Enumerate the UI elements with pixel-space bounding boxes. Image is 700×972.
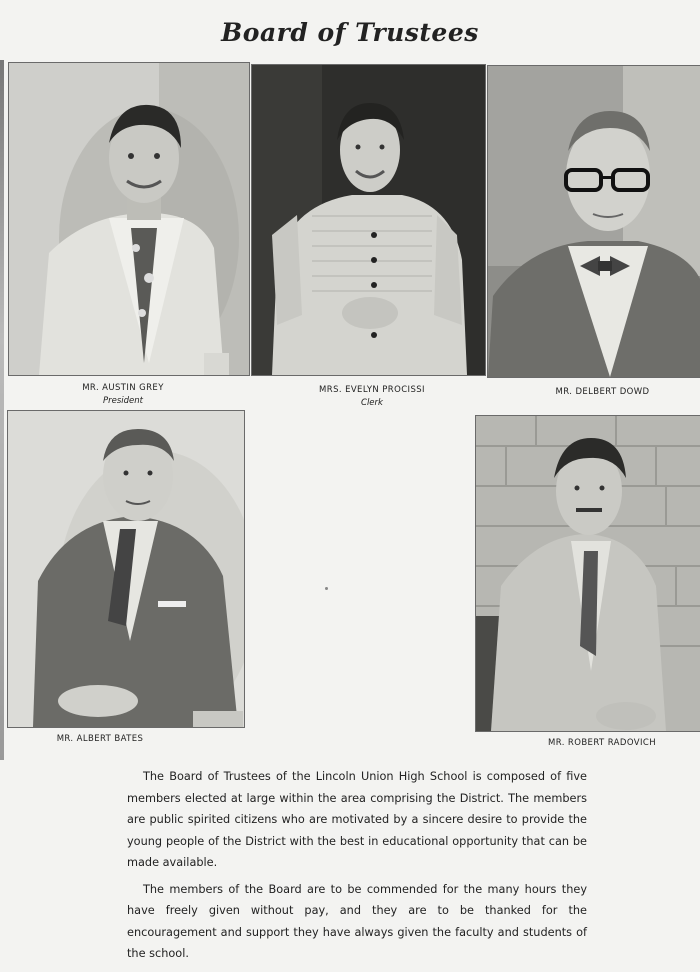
- trustee-caption-austin-grey: [48, 382, 198, 408]
- body-text: [127, 766, 587, 970]
- trustee-name: MR. AUSTIN GREY: [82, 383, 164, 393]
- trustee-caption-robert-radovich: [527, 737, 677, 750]
- body-paragraph-1: The Board of Trustees of the Lincoln Union High School is composed of five members elected at large within the area comprising the District. The members are public spirited citizens who are motivated by a sincere desire to provide the young people of the District with the best in educational opportunity that can be made available.: [127, 770, 587, 869]
- trustee-photo-austin-grey: [8, 62, 250, 376]
- trustee-caption-evelyn-procissi: [292, 384, 452, 410]
- body-paragraph-2: The members of the Board are to be commended for the many hours they have freely given without pay, and they are to be thanked for the encouragement and support they have always given the faculty and students of the school.: [127, 882, 587, 960]
- trustee-name: MR. ROBERT RADOVICH: [547, 738, 657, 748]
- trustee-name: MR. DELBERT DOWD: [555, 387, 650, 397]
- paper-speck: [325, 587, 328, 590]
- trustee-name: MRS. EVELYN PROCISSI: [319, 385, 425, 395]
- trustee-role: President: [103, 396, 143, 406]
- trustee-caption-albert-bates: [40, 733, 160, 746]
- page-binding-edge: [0, 60, 4, 760]
- trustee-photo-evelyn-procissi: [251, 64, 486, 376]
- trustee-photo-robert-radovich: [475, 415, 700, 732]
- trustee-name: MR. ALBERT BATES: [56, 734, 144, 744]
- trustee-caption-delbert-dowd: [530, 386, 675, 399]
- trustee-role: Clerk: [361, 398, 383, 408]
- trustee-photo-albert-bates: [7, 410, 245, 728]
- trustee-photo-delbert-dowd: [487, 65, 700, 378]
- page-title: Board of Trustees: [221, 18, 479, 47]
